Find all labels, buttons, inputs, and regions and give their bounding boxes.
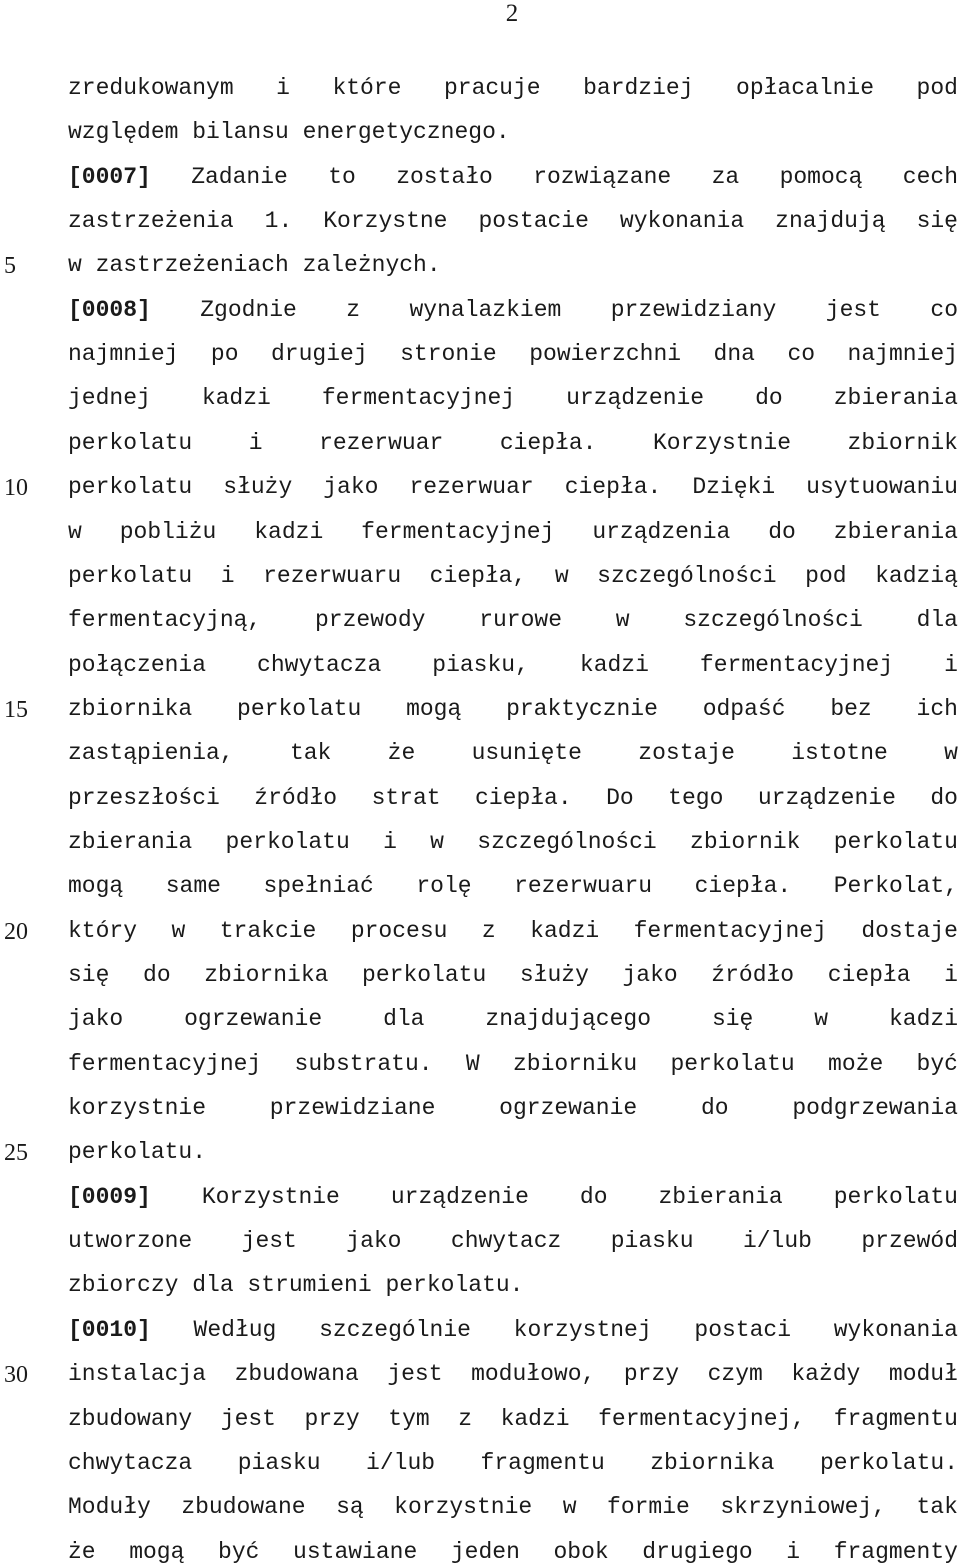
word: zbiornik <box>847 429 958 456</box>
word: procesu <box>350 917 448 944</box>
word: są <box>336 1494 364 1521</box>
word: urządzenia <box>592 518 731 545</box>
word: połączenia <box>68 651 207 678</box>
word: kadzi <box>888 1006 958 1033</box>
word: zbiorniku <box>512 1050 638 1077</box>
word: perkolatu <box>833 1183 958 1210</box>
word: zredukowanym <box>68 75 234 101</box>
word: zbiornika <box>650 1449 775 1476</box>
word: które <box>332 75 402 101</box>
word: trakcie <box>219 917 317 944</box>
word: perkolatu <box>833 828 958 855</box>
word: czym <box>707 1361 763 1388</box>
paragraph-tag: [0008] <box>68 296 151 323</box>
word: być <box>218 1538 260 1565</box>
word: w <box>68 518 82 545</box>
word: że <box>387 740 416 767</box>
word: zbiornika <box>204 962 329 988</box>
word: chwytacz <box>450 1228 562 1255</box>
word: przeszłości <box>68 784 220 811</box>
word: szczególności <box>477 828 657 855</box>
word: pracuje <box>443 75 541 101</box>
word: jako <box>323 474 379 501</box>
word: stronie <box>400 341 497 368</box>
word: perkolatu. <box>819 1449 958 1476</box>
word: korzystnie <box>394 1494 533 1521</box>
word: w <box>430 828 444 855</box>
word: istotne <box>791 740 888 767</box>
word: jako <box>68 1006 124 1033</box>
word: tego <box>668 784 724 811</box>
word: zastąpienia, <box>68 740 234 767</box>
word: Moduły <box>68 1494 151 1521</box>
page-number: 2 <box>505 0 519 27</box>
word: przewody <box>315 607 426 634</box>
word: z <box>481 917 496 944</box>
word: ogrzewanie <box>184 1006 323 1033</box>
word: kadzią <box>875 562 958 589</box>
word: chwytacza <box>68 1449 193 1476</box>
word: ogrzewanie <box>499 1095 638 1122</box>
word: skrzyniowej, <box>720 1494 886 1521</box>
word: jest <box>220 1405 276 1432</box>
text-line <box>68 1361 958 1387</box>
word: się <box>916 208 958 235</box>
word: do <box>143 962 171 988</box>
text-line <box>68 1406 958 1432</box>
paragraph-tag: [0009] <box>68 1183 151 1210</box>
word: służy <box>519 962 589 988</box>
word: źródło <box>711 962 795 988</box>
word: zbudowany <box>68 1405 193 1432</box>
word: piasku, <box>432 651 529 678</box>
word: zbierania <box>833 385 958 412</box>
text-line <box>68 1228 958 1254</box>
word: do <box>768 518 796 545</box>
word: przewód <box>861 1228 958 1255</box>
word: i <box>383 828 397 855</box>
word: tym <box>388 1405 430 1432</box>
word: pod <box>916 75 958 101</box>
word: tak <box>289 740 332 767</box>
text-line <box>68 785 958 811</box>
word: zbudowana <box>234 1361 359 1388</box>
word: spełniać <box>263 873 374 900</box>
word: powierzchni <box>529 341 682 368</box>
word: urządzenie <box>566 385 705 412</box>
text-line <box>68 519 958 545</box>
word: przewidziany <box>610 296 777 323</box>
word: kadzi <box>579 651 649 678</box>
text-line <box>68 1494 958 1520</box>
word: Korzystnie <box>652 429 791 456</box>
word: dla <box>916 607 958 634</box>
text-line <box>68 652 958 678</box>
word: źródło <box>254 784 338 811</box>
text-line: względem bilansu energetycznego. <box>68 119 510 146</box>
word: ciepła. <box>499 429 597 456</box>
word: i/lub <box>742 1228 812 1255</box>
text-line <box>68 341 958 367</box>
word: pobliżu <box>119 518 217 545</box>
word: formie <box>607 1494 690 1521</box>
word: z <box>346 296 361 323</box>
word: mogą <box>406 695 462 722</box>
word: praktycznie <box>506 695 658 722</box>
word: obok <box>553 1538 609 1565</box>
word: substratu. <box>294 1050 433 1077</box>
text-line <box>68 962 958 988</box>
word: fermentacyjnej <box>68 1050 262 1077</box>
word: ciepła. <box>475 784 572 811</box>
word: jako <box>346 1228 402 1255</box>
word: ich <box>916 695 958 722</box>
word: rozwiązane <box>533 163 672 190</box>
word: z <box>458 1405 473 1432</box>
word: mogą <box>68 873 124 900</box>
margin-line-number: 10 <box>4 475 28 502</box>
word: dla <box>383 1006 425 1033</box>
word: ciepła. <box>694 873 792 900</box>
word: bez <box>830 695 872 722</box>
word: fragmentu <box>480 1449 605 1476</box>
word: ciepła, <box>429 562 527 589</box>
word: strat <box>371 784 441 811</box>
text-line <box>68 740 958 766</box>
word: zostaje <box>638 740 735 767</box>
margin-line-number: 30 <box>4 1362 28 1389</box>
text-line: w zastrzeżeniach zależnych. <box>68 252 441 279</box>
word: postacie <box>478 208 589 235</box>
word: po <box>210 341 239 368</box>
word: i/lub <box>366 1449 436 1476</box>
word: w <box>171 917 186 944</box>
word: być <box>916 1050 958 1077</box>
word: ciepła. <box>564 474 662 501</box>
word: piasku <box>237 1449 321 1476</box>
word: kadzi <box>500 1405 570 1432</box>
word: ciepła <box>827 962 911 988</box>
word: rolę <box>416 873 472 900</box>
word: 1. <box>264 208 293 235</box>
word: jest <box>387 1361 443 1388</box>
word: jeden <box>450 1538 520 1565</box>
word: drugiego <box>642 1538 753 1565</box>
word: drugiej <box>271 341 368 368</box>
word: zbierania <box>658 1183 783 1210</box>
text-line <box>68 164 958 190</box>
word: i <box>944 651 958 678</box>
word: kadzi <box>201 385 271 412</box>
word: w <box>944 740 958 767</box>
word: perkolatu <box>68 562 193 589</box>
text-line <box>68 1450 958 1476</box>
word: zastrzeżenia <box>68 208 234 235</box>
word: perkolatu <box>362 962 487 988</box>
word: Według <box>193 1316 277 1343</box>
paragraph-tag: [0010] <box>68 1316 151 1343</box>
word: rezerwuaru <box>263 562 402 589</box>
word: rezerwuar <box>409 474 534 501</box>
word: się <box>68 962 110 988</box>
word: zbiornik <box>690 828 801 855</box>
text-line <box>68 297 958 323</box>
word: perkolatu <box>237 695 362 722</box>
word: fermentacyjnej, <box>598 1405 806 1432</box>
word: podgrzewania <box>792 1095 958 1122</box>
word: moduł <box>888 1361 958 1388</box>
word: ustawiane <box>293 1538 418 1565</box>
word: usytuowaniu <box>806 474 958 501</box>
text-line <box>68 1317 958 1343</box>
word: fermentacyjnej <box>321 385 516 412</box>
word: bardziej <box>583 75 694 101</box>
word: perkolatu <box>68 474 193 501</box>
word: zbierania <box>833 518 958 545</box>
text-line <box>68 430 958 456</box>
word: przy <box>304 1405 360 1432</box>
text-line <box>68 1006 958 1032</box>
word: fermentacyjnej <box>633 917 827 944</box>
word: najmniej <box>847 341 958 368</box>
word: wykonania <box>833 1316 958 1343</box>
word: kadzi <box>530 917 600 944</box>
word: pod <box>805 562 847 589</box>
word: w <box>615 607 630 634</box>
word: zbierania <box>68 828 193 855</box>
word: fragmenty <box>833 1538 958 1565</box>
word: Dzięki <box>692 474 776 501</box>
word: perkolatu <box>670 1050 795 1077</box>
word: i <box>786 1538 801 1565</box>
word: Zgodnie <box>200 296 297 323</box>
word: do <box>755 385 783 412</box>
word: rezerwuaru <box>514 873 653 900</box>
word: jest <box>241 1228 297 1255</box>
word: fermentacyjną, <box>68 607 262 634</box>
word: fermentacyjnej <box>699 651 894 678</box>
word: co <box>930 296 958 323</box>
word: przy <box>623 1361 680 1388</box>
word: i <box>944 962 958 988</box>
text-line <box>68 1184 958 1210</box>
text-line <box>68 1095 958 1121</box>
margin-line-number: 25 <box>4 1140 28 1167</box>
paragraph-tag: [0007] <box>68 163 151 190</box>
word: w <box>554 562 569 589</box>
text-line <box>68 1539 958 1565</box>
word: instalacja <box>68 1361 207 1388</box>
word: w <box>562 1494 577 1521</box>
word: postaci <box>694 1316 792 1343</box>
word: wynalazkiem <box>409 296 562 323</box>
word: korzystnie <box>68 1095 207 1122</box>
word: może <box>828 1050 884 1077</box>
word: Do <box>606 784 634 811</box>
text-line <box>68 696 958 722</box>
word: i <box>276 75 290 101</box>
word: przewidziane <box>269 1095 436 1122</box>
word: modułowo, <box>471 1361 596 1388</box>
word: dostaje <box>861 917 958 944</box>
word: służy <box>223 474 293 501</box>
word: do <box>700 1095 729 1122</box>
word: szczególności <box>683 607 863 634</box>
word: fermentacyjnej <box>361 518 555 545</box>
text-line <box>68 75 958 101</box>
word: do <box>579 1183 608 1210</box>
word: perkolatu <box>68 429 193 456</box>
word: W <box>465 1050 480 1077</box>
word: Zadanie <box>191 163 288 190</box>
word: Korzystnie <box>201 1183 340 1210</box>
word: tak <box>916 1494 958 1521</box>
word: się <box>711 1006 754 1033</box>
word: chwytacza <box>257 651 382 678</box>
word: co <box>787 341 816 368</box>
word: zostało <box>396 163 493 190</box>
margin-line-number: 15 <box>4 696 28 723</box>
word: że <box>68 1538 96 1565</box>
word: w <box>814 1006 829 1033</box>
word: znajdują <box>775 208 886 235</box>
word: rurowe <box>479 607 563 634</box>
word: każdy <box>791 1361 861 1388</box>
text-line: perkolatu. <box>68 1139 207 1166</box>
word: same <box>165 873 221 900</box>
word: to <box>328 163 356 190</box>
text-line: zbiorczy dla strumieni perkolatu. <box>68 1272 524 1299</box>
word: szczególności <box>597 562 777 589</box>
text-line <box>68 1051 958 1077</box>
word: mogą <box>129 1538 185 1565</box>
word: zbudowane <box>181 1494 306 1521</box>
word: najmniej <box>68 341 179 368</box>
word: urządzenie <box>757 784 896 811</box>
word: który <box>68 917 138 944</box>
word: utworzone <box>68 1228 193 1255</box>
word: kadzi <box>254 518 324 545</box>
text-line <box>68 918 958 944</box>
word: jednej <box>68 385 151 412</box>
margin-line-number: 20 <box>4 918 28 945</box>
word: zbiornika <box>68 695 193 722</box>
word: i <box>220 562 235 589</box>
text-line <box>68 829 958 855</box>
word: piasku <box>610 1228 694 1255</box>
word: za <box>711 163 740 190</box>
word: wykonania <box>619 208 745 235</box>
word: korzystnej <box>513 1316 652 1343</box>
word: do <box>930 784 958 811</box>
word: rezerwuar <box>319 429 444 456</box>
text-line <box>68 563 958 589</box>
word: pomocą <box>779 163 863 190</box>
text-line <box>68 607 958 633</box>
word: Perkolat, <box>833 873 958 900</box>
word: odpaść <box>702 695 786 722</box>
word: szczególnie <box>319 1316 471 1343</box>
word: usunięte <box>471 740 582 767</box>
word: cech <box>902 163 958 190</box>
word: fragmentu <box>833 1405 958 1432</box>
word: dna <box>713 341 755 368</box>
text-line <box>68 474 958 500</box>
word: urządzenie <box>390 1183 529 1210</box>
word: perkolatu <box>225 828 350 855</box>
word: opłacalnie <box>736 75 875 101</box>
text-line <box>68 873 958 899</box>
word: znajdującego <box>485 1006 652 1033</box>
text-line <box>68 385 958 411</box>
word: i <box>248 429 263 456</box>
word: jako <box>622 962 678 988</box>
text-line <box>68 208 958 234</box>
word: jest <box>825 296 881 323</box>
word: Korzystne <box>323 208 448 235</box>
margin-line-number: 5 <box>4 253 16 280</box>
